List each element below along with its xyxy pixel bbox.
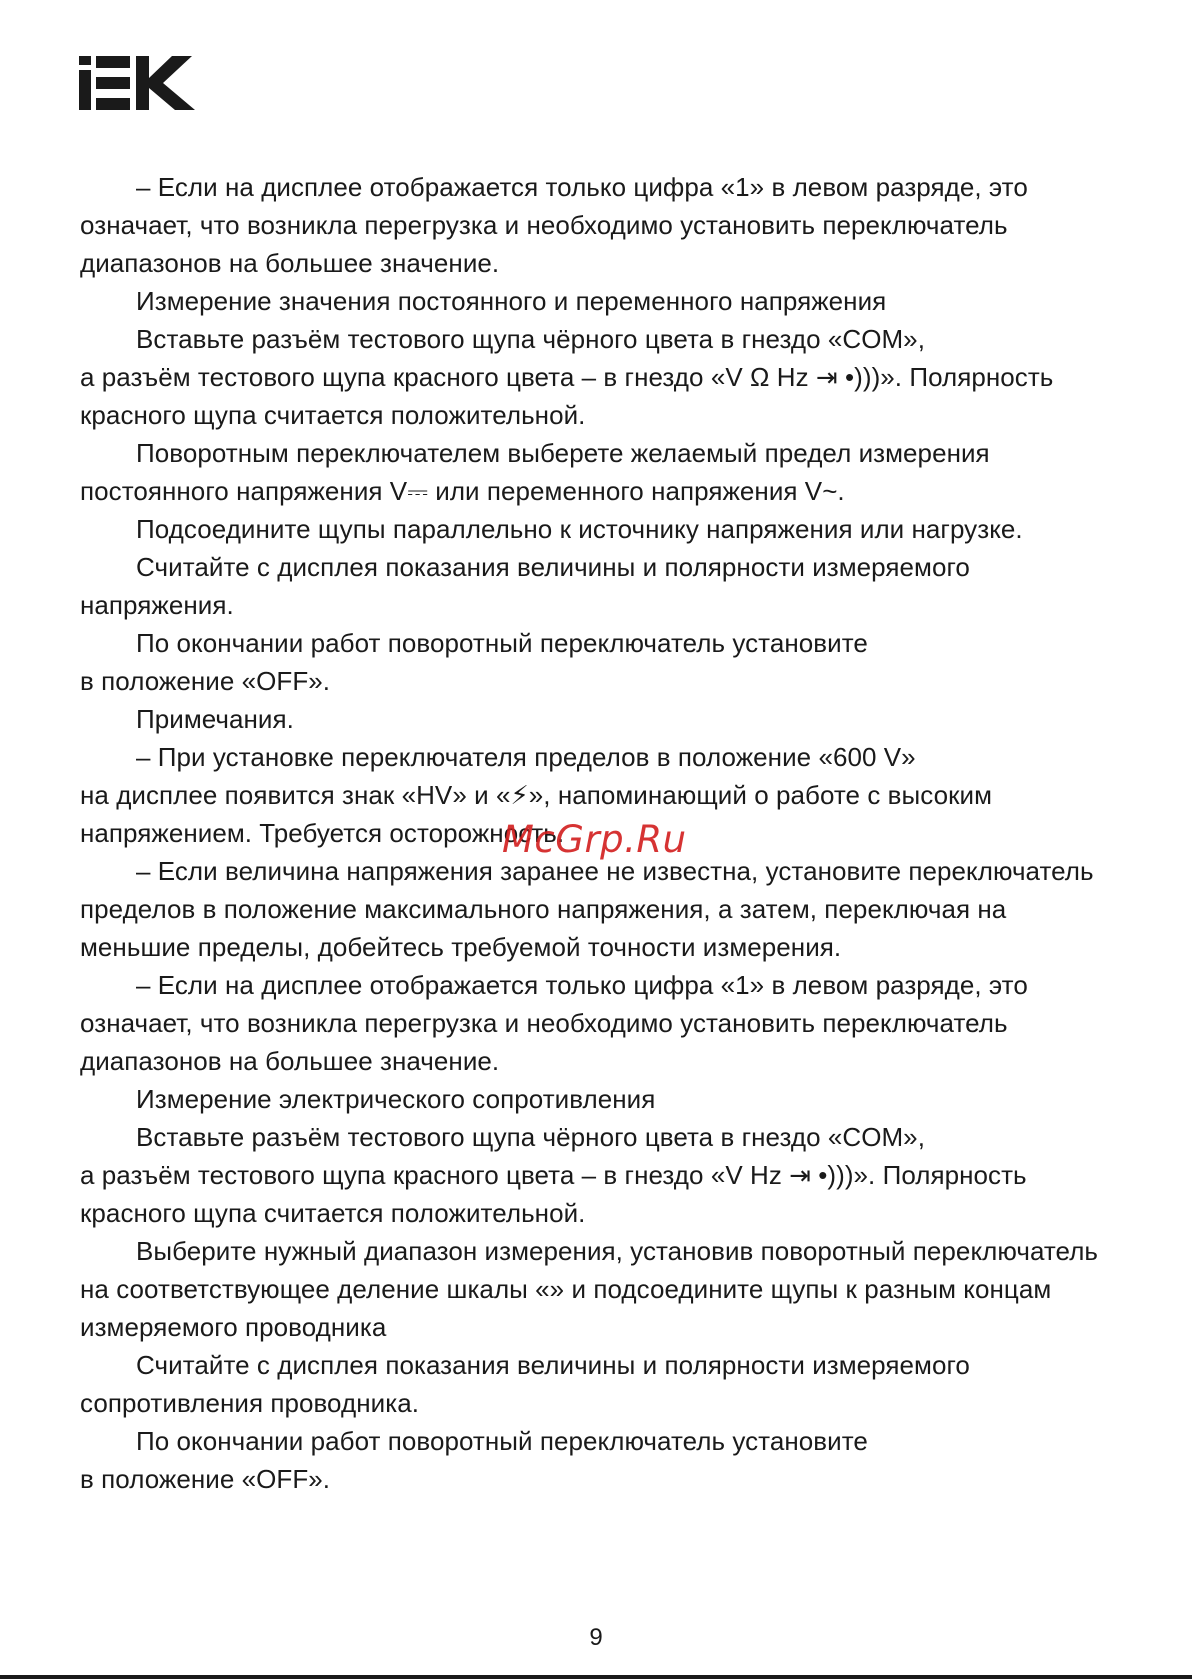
paragraph-read-voltage: Считайте с дисплея показания величины и полярности измеряемого напряжения.	[80, 552, 970, 620]
paragraph-finish-2: По окончании работ поворотный переключатель установите	[136, 1426, 868, 1456]
bottom-divider	[0, 1675, 1192, 1679]
paragraph-insert-black-probe-2: Вставьте разъём тестового щупа чёрного цвета в гнездо «COM»,	[136, 1122, 925, 1152]
paragraph-read-resistance: Считайте с дисплея показания величины и полярности измеряемого сопротивления проводника.	[80, 1350, 970, 1418]
iek-logo	[79, 56, 195, 110]
iek-logo-mark	[79, 56, 195, 110]
paragraph-insert-black-probe-1: Вставьте разъём тестового щупа чёрного цвета в гнездо «COM»,	[136, 324, 925, 354]
watermark: McGrp.Ru	[502, 818, 687, 861]
paragraph-off-position-1: в положение «OFF».	[80, 666, 331, 696]
paragraph-unknown-voltage: – Если величина напряжения заранее не известна, установите переключатель пределов в положение максимального напряжения, а затем, переключая на меньшие пределы, добейтесь требуемой точности измерения.	[80, 856, 1094, 962]
paragraph-hv-warning: на дисплее появится знак «HV» и «⚡», напоминающий о работе с высоким напряжением. Требуется осторожность.	[80, 780, 993, 848]
heading-notes: Примечания.	[136, 704, 294, 734]
paragraph-insert-red-probe-2: а разъём тестового щупа красного цвета – в гнездо «V Hz ⇥ •)))». Полярность красного щупа считается положительной.	[80, 1160, 1027, 1228]
paragraph-select-resistance-range: Выберите нужный диапазон измерения, установив поворотный переключатель на соответствующее деление шкалы «» и подсоедините щупы к разным концам измеряемого проводника	[80, 1236, 1099, 1342]
page-number: 9	[589, 1624, 603, 1651]
paragraph-600v-note: – При установке переключателя пределов в положение «600 V»	[136, 742, 916, 772]
heading-voltage-measurement: Измерение значения постоянного и переменного напряжения	[136, 286, 887, 316]
paragraph-overload-note-2: – Если на дисплее отображается только цифра «1» в левом разряде, это означает, что возникла перегрузка и необходимо установить переключатель диапазонов на большее значение.	[80, 970, 1028, 1076]
paragraph-overload-note-1: – Если на дисплее отображается только цифра «1» в левом разряде, это означает, что возникла перегрузка и необходимо установить переключатель диапазонов на большее значение.	[80, 172, 1028, 278]
paragraph-off-position-2: в положение «OFF».	[80, 1464, 331, 1494]
paragraph-select-range: Поворотным переключателем выберете желаемый предел измерения постоянного напряжения V⎓ или переменного напряжения V~.	[80, 438, 990, 506]
paragraph-connect-probes: Подсоедините щупы параллельно к источнику напряжения или нагрузке.	[136, 514, 1023, 544]
paragraph-insert-red-probe-1: а разъём тестового щупа красного цвета – в гнездо «V Ω Hz ⇥ •)))». Полярность красного щупа считается положительной.	[80, 362, 1054, 430]
heading-resistance-measurement: Измерение электрического сопротивления	[136, 1084, 656, 1114]
paragraph-finish-1: По окончании работ поворотный переключатель установите	[136, 628, 868, 658]
